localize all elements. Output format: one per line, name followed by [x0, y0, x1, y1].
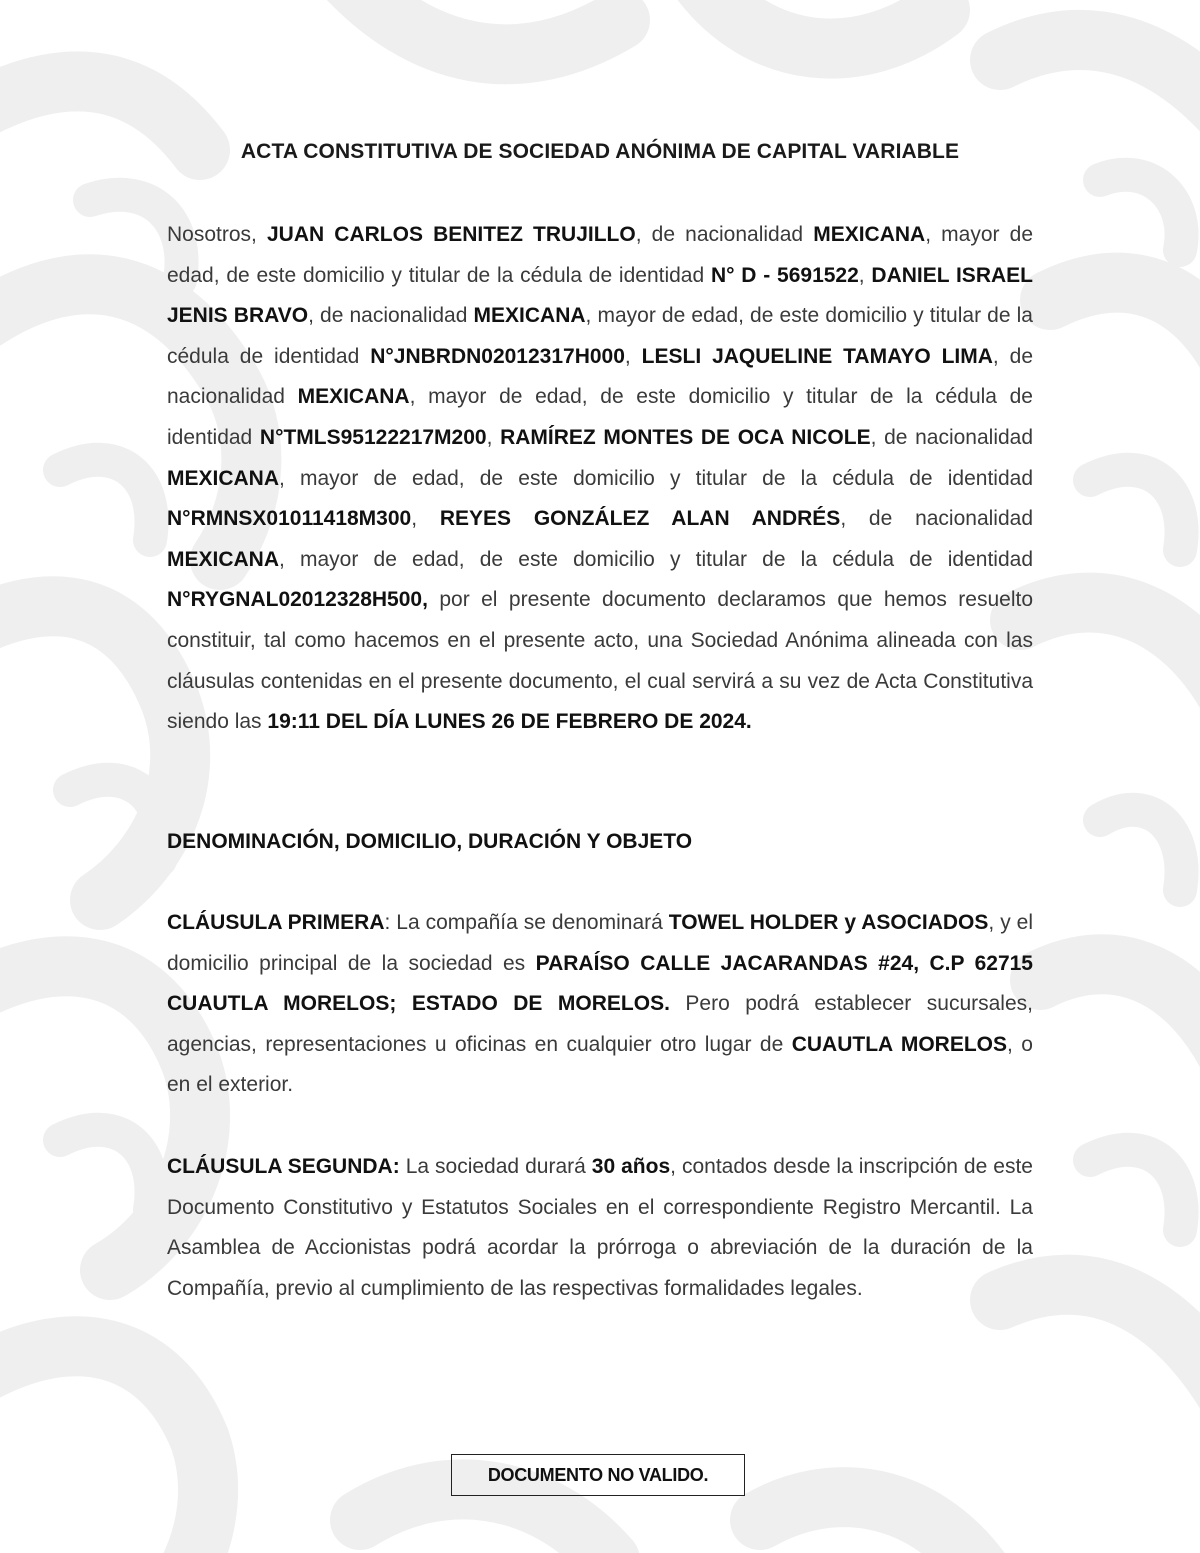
text-run: , de nacionalidad — [635, 223, 814, 246]
clause-segunda-paragraph — [167, 1147, 1033, 1309]
text-run: , de nacionalidad — [870, 425, 1034, 449]
bold-text-run: CUAUTLA MORELOS — [791, 1032, 1008, 1056]
text-run: , contados desde la inscripción de este Documento Constitutivo y Estatutos Sociales en el correspondiente Registro Mercantil. La Asamblea de Accionistas podrá acordar la prórroga o abreviación de la duración de la Compañía, previo al cumplimiento de las respectivas formalidades legales. — [167, 1155, 1033, 1300]
text-run: , — [411, 507, 440, 531]
bold-text-run: MEXICANA — [167, 466, 280, 490]
text-run: , — [858, 263, 872, 287]
bold-text-run: N°RYGNAL02012328H500, — [167, 588, 428, 612]
bold-text-run: 19:11 DEL DÍA LUNES 26 DE FEBRERO DE 2024. — [267, 710, 752, 734]
text-run: , y el domicilio principal de la sociedad es — [167, 911, 1033, 975]
bold-text-run: DANIEL ISRAEL JENIS BRAVO — [167, 263, 1033, 328]
bold-text-run: N°TMLS95122217M200 — [259, 425, 487, 449]
bold-text-run: RAMÍREZ MONTES DE OCA NICOLE — [500, 425, 871, 449]
text-run: Pero podrá establecer sucursales, agencias, representaciones u oficinas en cualquier otro lugar de — [167, 992, 1033, 1056]
bold-text-run: PARAÍSO CALLE JACARANDAS #24, C.P 62715 CUAUTLA MORELOS; ESTADO DE MORELOS. — [167, 951, 1033, 1016]
bold-text-run: MEXICANA — [813, 223, 926, 246]
invalid-document-stamp: DOCUMENTO NO VALIDO. — [451, 1454, 745, 1496]
bold-text-run: MEXICANA — [167, 547, 280, 571]
text-run: , — [624, 344, 642, 368]
text-run: Nosotros, — [167, 223, 267, 246]
bold-text-run: REYES GONZÁLEZ ALAN ANDRÉS — [439, 507, 841, 531]
text-run: por el presente documento declaramos que hemos resuelto constituir, tal como hacemos en el presente acto, una Sociedad Anónima alineada con las cláusulas contenidas en el presente documento, el cual servirá a su vez de Acta Constitutiva siendo las — [167, 588, 1033, 734]
text-run: , mayor de edad, de este domicilio y titular de la cédula de identidad — [167, 385, 1033, 449]
bold-text-run: CLÁUSULA SEGUNDA: — [167, 1155, 400, 1178]
bold-text-run: MEXICANA — [473, 304, 586, 328]
bold-text-run: TOWEL HOLDER y ASOCIADOS — [668, 911, 989, 934]
text-run: La sociedad durará — [399, 1155, 592, 1178]
clause-primera-paragraph — [167, 903, 1033, 1106]
section-heading: DENOMINACIÓN, DOMICILIO, DURACIÓN Y OBJETO — [167, 830, 693, 853]
bold-text-run: N°RMNSX01011418M300 — [167, 507, 412, 531]
text-run: , mayor de edad, de este domicilio y titular de la cédula de identidad — [167, 223, 1033, 287]
text-run: , de nacionalidad — [840, 507, 1033, 531]
text-run: , mayor de edad, de este domicilio y titular de la cédula de identidad — [279, 547, 1033, 571]
text-run: , mayor de edad, de este domicilio y titular de la cédula de identidad — [279, 466, 1033, 490]
text-run: , — [486, 425, 501, 449]
bold-text-run: MEXICANA — [297, 385, 410, 409]
bold-text-run: N°JNBRDN02012317H000 — [370, 344, 625, 368]
bold-text-run: JUAN CARLOS BENITEZ TRUJILLO — [267, 223, 636, 246]
bold-text-run: LESLI JAQUELINE TAMAYO LIMA — [641, 344, 993, 368]
text-run: , mayor de edad, de este domicilio y titular de la cédula de identidad — [167, 304, 1033, 368]
text-run: , de nacionalidad — [308, 304, 474, 328]
text-run: , de nacionalidad — [167, 344, 1034, 409]
text-run: : La compañía se denominará — [384, 911, 669, 934]
bold-text-run: 30 años — [591, 1155, 671, 1178]
document-title: ACTA CONSTITUTIVA DE SOCIEDAD ANÓNIMA DE CAPITAL VARIABLE — [240, 140, 960, 163]
bold-text-run: N° D - 5691522 — [710, 263, 859, 287]
bold-text-run: CLÁUSULA PRIMERA — [167, 911, 385, 934]
text-run: , o en el exterior. — [167, 1032, 1033, 1097]
intro-paragraph — [167, 215, 1033, 743]
